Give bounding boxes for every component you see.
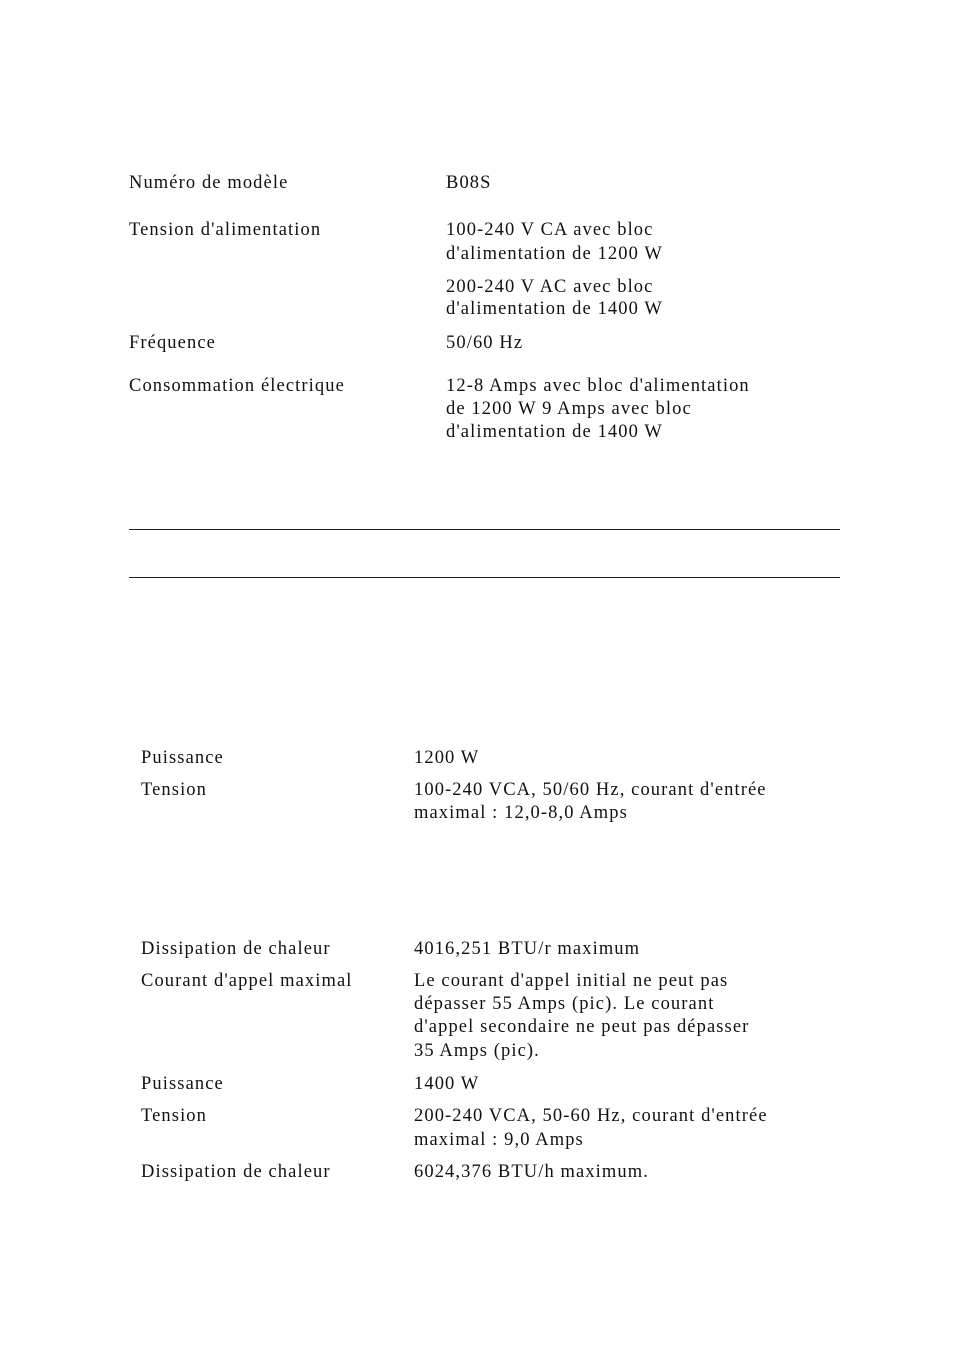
row-value-voltage-1400-line-2: maximal : 9,0 Amps <box>414 1130 584 1150</box>
row-label-power-1200: Puissance <box>141 748 224 768</box>
row-label-power-1400: Puissance <box>141 1074 224 1094</box>
row-value-voltage-1200-line-2: maximal : 12,0-8,0 Amps <box>414 803 628 823</box>
row-value-power-consumption-line-3: d'alimentation de 1400 W <box>446 422 663 442</box>
row-value-heat-dissipation-1200: 4016,251 BTU/r maximum <box>414 939 641 959</box>
row-value-max-inrush-current-line-4: 35 Amps (pic). <box>414 1041 540 1061</box>
row-value-max-inrush-current-line-1: Le courant d'appel initial ne peut pas <box>414 971 729 991</box>
row-value-power-consumption-line-1: 12-8 Amps avec bloc d'alimentation <box>446 376 750 396</box>
row-value-voltage-1200-line-1: 100-240 VCA, 50/60 Hz, courant d'entrée <box>414 780 767 800</box>
row-value-power-1400: 1400 W <box>414 1074 480 1094</box>
row-value-voltage-1400-line-1: 200-240 VCA, 50-60 Hz, courant d'entrée <box>414 1106 768 1126</box>
divider-rule-bottom <box>129 577 840 578</box>
row-value-power-consumption-line-2: de 1200 W 9 Amps avec bloc <box>446 399 692 419</box>
row-value-heat-dissipation-1400: 6024,376 BTU/h maximum. <box>414 1162 649 1182</box>
row-label-max-inrush-current: Courant d'appel maximal <box>141 971 353 991</box>
row-label-frequency: Fréquence <box>129 333 216 353</box>
row-value-power-1200: 1200 W <box>414 748 480 768</box>
row-value-max-inrush-current-line-2: dépasser 55 Amps (pic). Le courant <box>414 994 715 1014</box>
row-label-heat-dissipation-1200: Dissipation de chaleur <box>141 939 331 959</box>
divider-rule-top <box>129 529 840 530</box>
row-value-supply-voltage-line-1: 100-240 V CA avec bloc <box>446 220 654 240</box>
row-value-supply-voltage-alt-line-1: 200-240 V AC avec bloc <box>446 277 654 297</box>
row-label-heat-dissipation-1400: Dissipation de chaleur <box>141 1162 331 1182</box>
row-value-max-inrush-current-line-3: d'appel secondaire ne peut pas dépasser <box>414 1017 750 1037</box>
row-value-model-number: B08S <box>446 173 492 193</box>
row-label-voltage-1200: Tension <box>141 780 208 800</box>
row-value-frequency: 50/60 Hz <box>446 333 524 353</box>
row-value-supply-voltage-line-2: d'alimentation de 1200 W <box>446 244 663 264</box>
row-label-supply-voltage: Tension d'alimentation <box>129 220 322 240</box>
row-label-power-consumption: Consommation électrique <box>129 376 345 396</box>
row-label-voltage-1400: Tension <box>141 1106 208 1126</box>
row-value-supply-voltage-alt-line-2: d'alimentation de 1400 W <box>446 299 663 319</box>
row-label-model-number: Numéro de modèle <box>129 173 289 193</box>
